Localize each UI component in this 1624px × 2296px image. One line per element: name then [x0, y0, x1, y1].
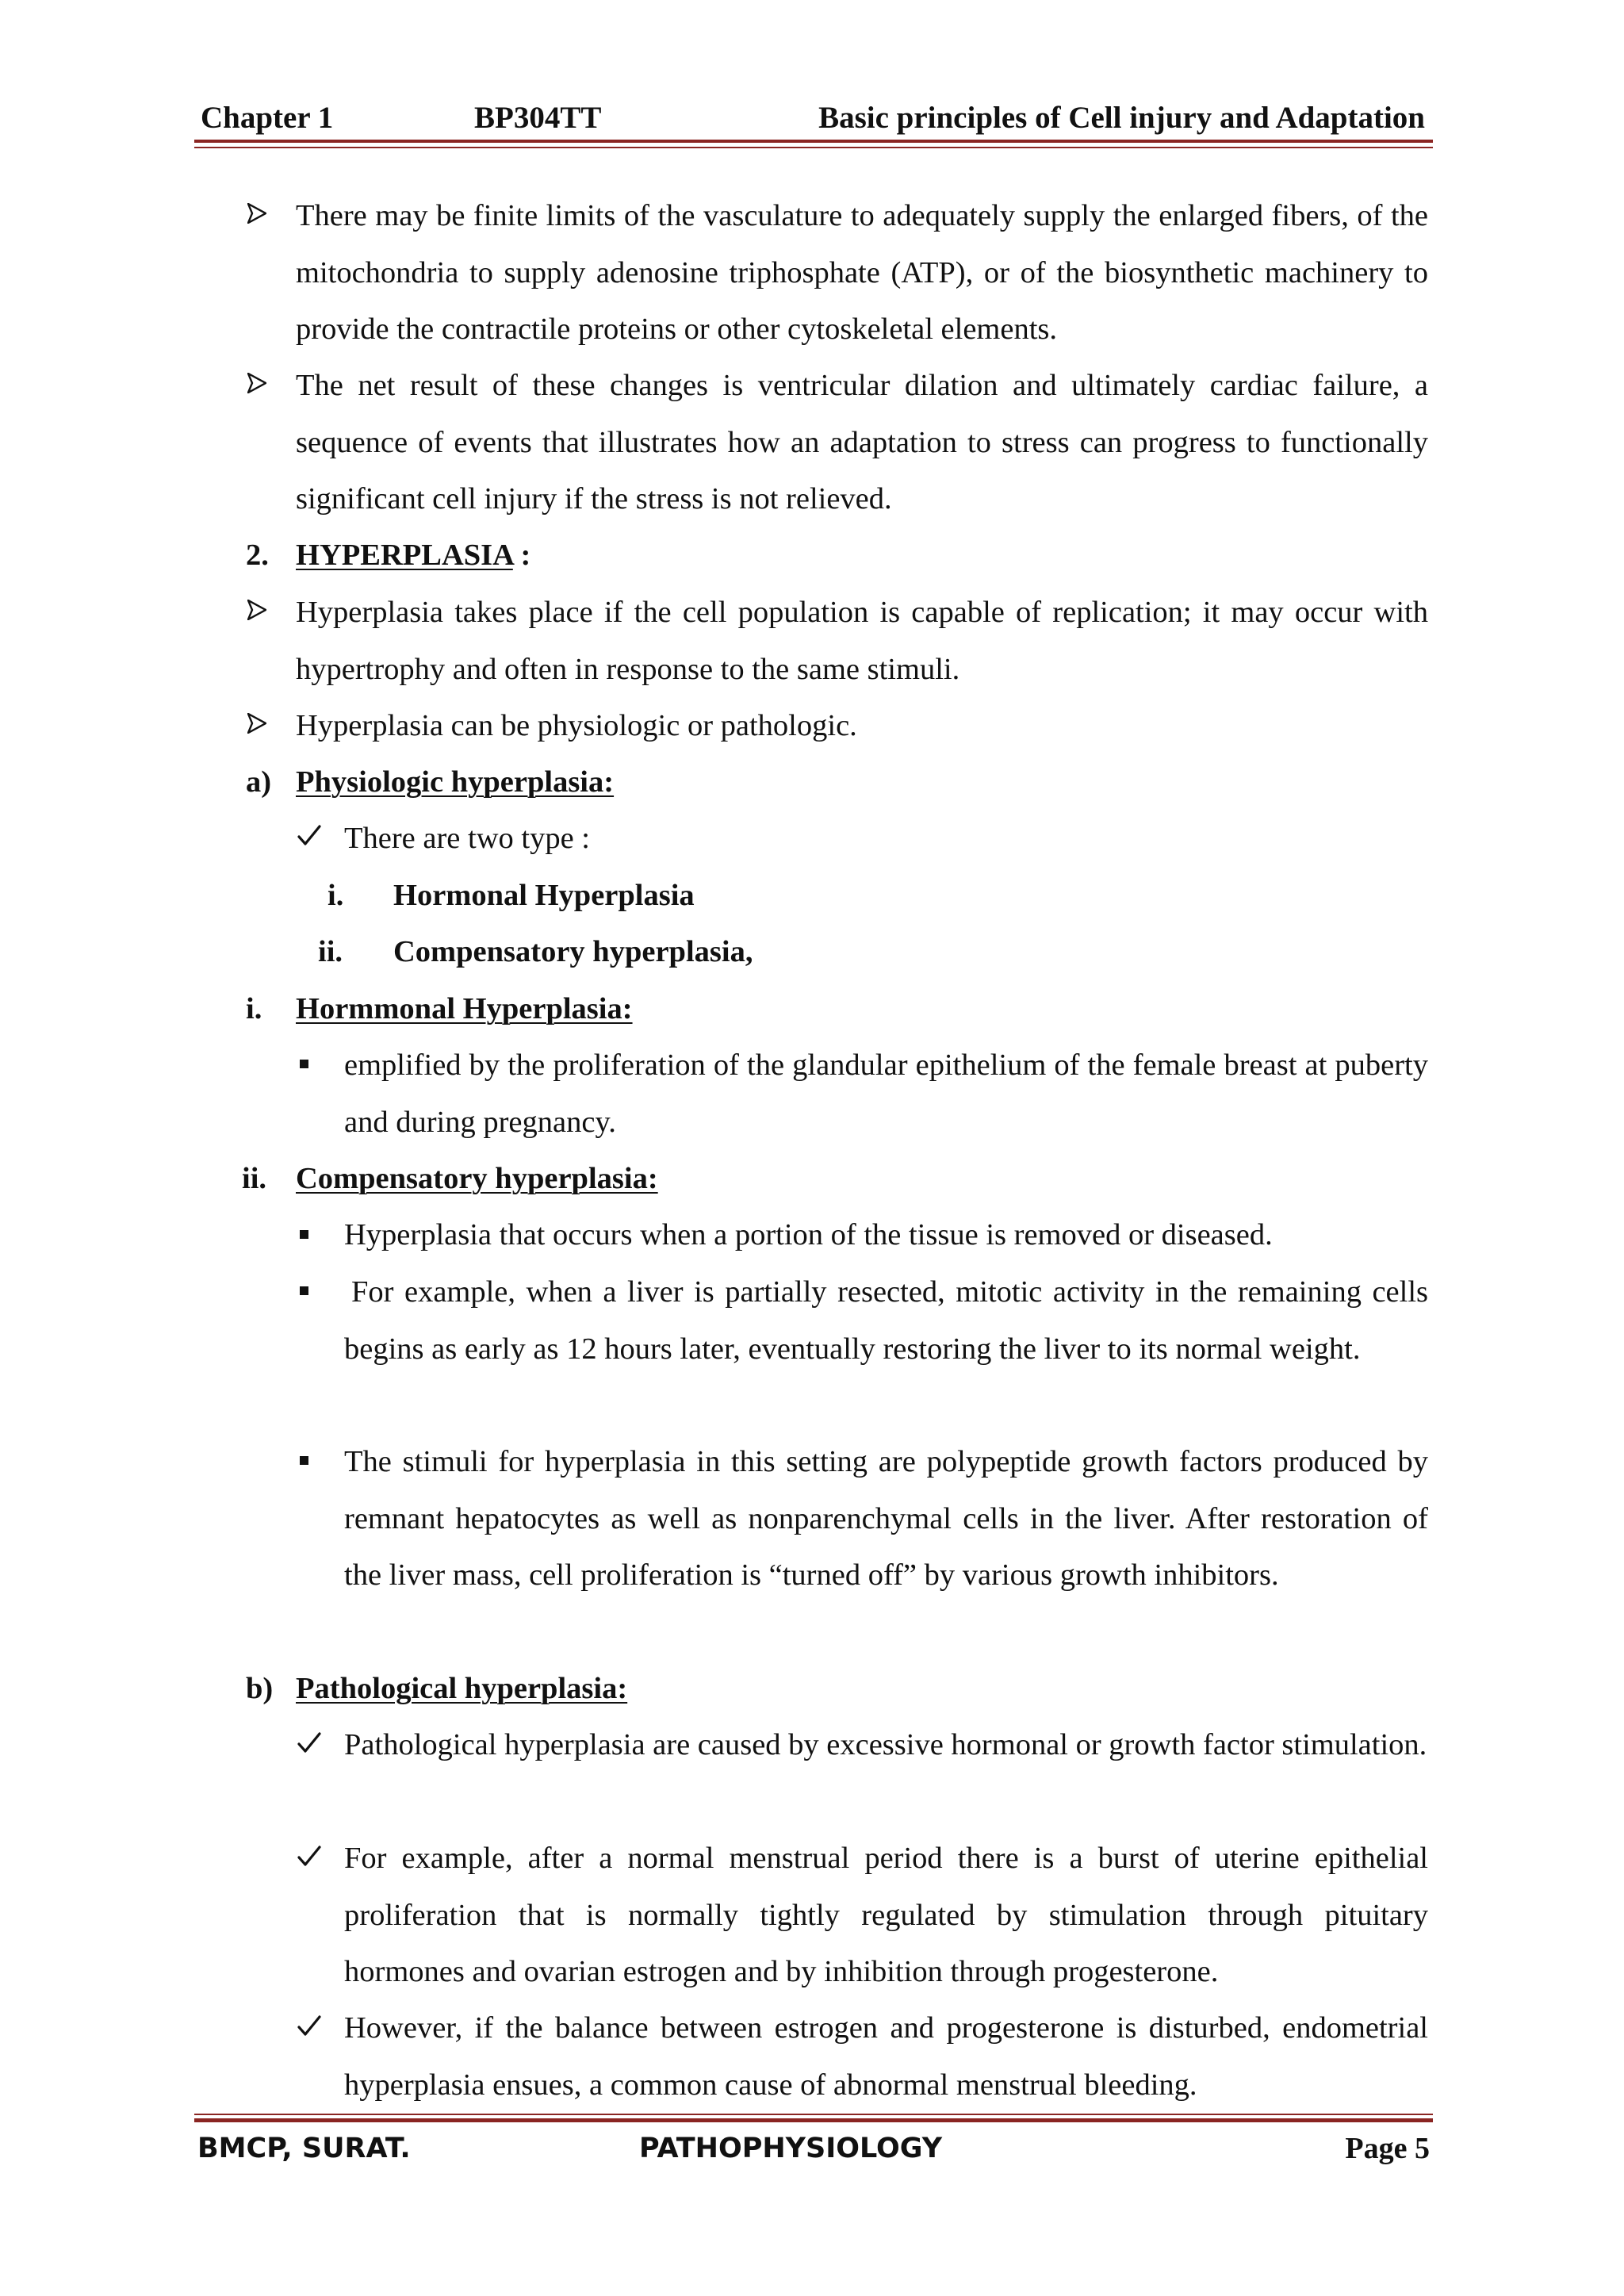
- section-heading-title: HYPERPLASIA: [296, 539, 513, 572]
- checkmark-icon: [297, 1846, 321, 1868]
- subsection-b-title: Pathological hyperplasia:: [296, 1672, 628, 1705]
- checkmark-icon: [297, 825, 321, 847]
- footer-rule-thick: [194, 2118, 1433, 2122]
- header-title: Basic principles of Cell injury and Adaptation: [818, 101, 1425, 135]
- footer-subject: PATHOPHYSIOLOGY: [639, 2133, 943, 2164]
- subsection-a-label: a): [246, 765, 272, 799]
- subsection-a-title: Physiologic hyperplasia:: [296, 765, 615, 799]
- paragraph-hyperplasia-definition: Hyperplasia takes place if the cell population is capable of replication; it may occur with hypertrophy and often in response to the same stimuli.: [296, 596, 1428, 686]
- type-1-number: i.: [327, 879, 344, 912]
- subsection-i-title: Hormmonal Hyperplasia:: [296, 992, 633, 1025]
- arrowhead-bullet-icon: [247, 600, 266, 620]
- subsection-ii-title: Compensatory hyperplasia:: [296, 1162, 658, 1195]
- square-bullet-icon: [300, 1060, 308, 1068]
- square-bullet-icon: [300, 1230, 308, 1239]
- subsection-i-label: i.: [246, 992, 262, 1025]
- compensatory-item-liver-example: For example, when a liver is partially resected, mitotic activity in the remaining cells begins as early as 12 hours later, eventually restoring the liver to its normal weight.: [344, 1275, 1428, 1366]
- arrowhead-bullet-icon: [247, 203, 266, 224]
- pathological-item-menstrual-example: For example, after a normal menstrual period there is a burst of uterine epithelial proliferation that is normally tightly regulated by stimulation through pituitary hormones and ovarian estrogen and by inhibition through progesterone.: [344, 1842, 1428, 1988]
- square-bullet-icon: [300, 1456, 308, 1465]
- type-2-number: ii.: [318, 935, 343, 968]
- footer-rule-thin: [194, 2114, 1433, 2115]
- hormonal-item-breast: emplified by the proliferation of the glandular epithelium of the female breast at puberty and during pregnancy.: [344, 1048, 1428, 1139]
- subsection-ii-label: ii.: [242, 1162, 267, 1195]
- subsection-b-label: b): [246, 1672, 274, 1705]
- pathological-item-caused-by: Pathological hyperplasia are caused by excessive hormonal or growth factor stimulation.: [344, 1728, 1427, 1761]
- paragraph-vascular-limits: There may be finite limits of the vasculature to adequately supply the enlarged fibers, of the mitochondria to supply adenosine triphosphate (ATP), or of the biosynthetic machinery to provide the contractile proteins or other cytoskeletal elements.: [296, 199, 1428, 346]
- compensatory-item-growth-factors: The stimuli for hyperplasia in this setting are polypeptide growth factors produced by remnant hepatocytes as well as nonparenchymal cells in the liver. After restoration of the liver mass, cell proliferation is “turned off” by various growth inhibitors.: [344, 1445, 1428, 1592]
- header-chapter: Chapter 1: [201, 101, 334, 135]
- paragraph-physiologic-or-pathologic: Hyperplasia can be physiologic or pathologic.: [296, 709, 857, 742]
- header-course-code: BP304TT: [474, 101, 602, 135]
- checkmark-icon: [297, 2015, 321, 2037]
- section-heading: [296, 527, 530, 585]
- arrowhead-bullet-icon: [247, 373, 266, 393]
- footer-page-number: Page 5: [1345, 2132, 1430, 2165]
- checkmark-icon: [297, 1732, 321, 1754]
- check-item-two-types: There are two type :: [344, 822, 590, 855]
- arrowhead-bullet-icon: [247, 713, 266, 734]
- square-bullet-icon: [300, 1286, 308, 1295]
- type-2-text: Compensatory hyperplasia,: [393, 935, 753, 968]
- type-1-text: Hormonal Hyperplasia: [393, 879, 695, 912]
- section-heading-colon: :: [512, 539, 531, 572]
- header-rule-thin: [194, 147, 1433, 148]
- compensatory-item-tissue-removed: Hyperplasia that occurs when a portion of the tissue is removed or diseased.: [344, 1218, 1273, 1251]
- pathological-item-imbalance: However, if the balance between estrogen and progesterone is disturbed, endometrial hyperplasia ensues, a common cause of abnormal menstrual bleeding.: [344, 2011, 1428, 2102]
- header-rule-thick: [194, 140, 1433, 143]
- footer-institution: BMCP, SURAT.: [197, 2133, 411, 2164]
- section-number: 2.: [246, 539, 269, 572]
- paragraph-net-result: The net result of these changes is ventricular dilation and ultimately cardiac failure, a sequence of events that illustrates how an adaptation to stress can progress to functionally significant cell injury if the stress is not relieved.: [296, 369, 1428, 516]
